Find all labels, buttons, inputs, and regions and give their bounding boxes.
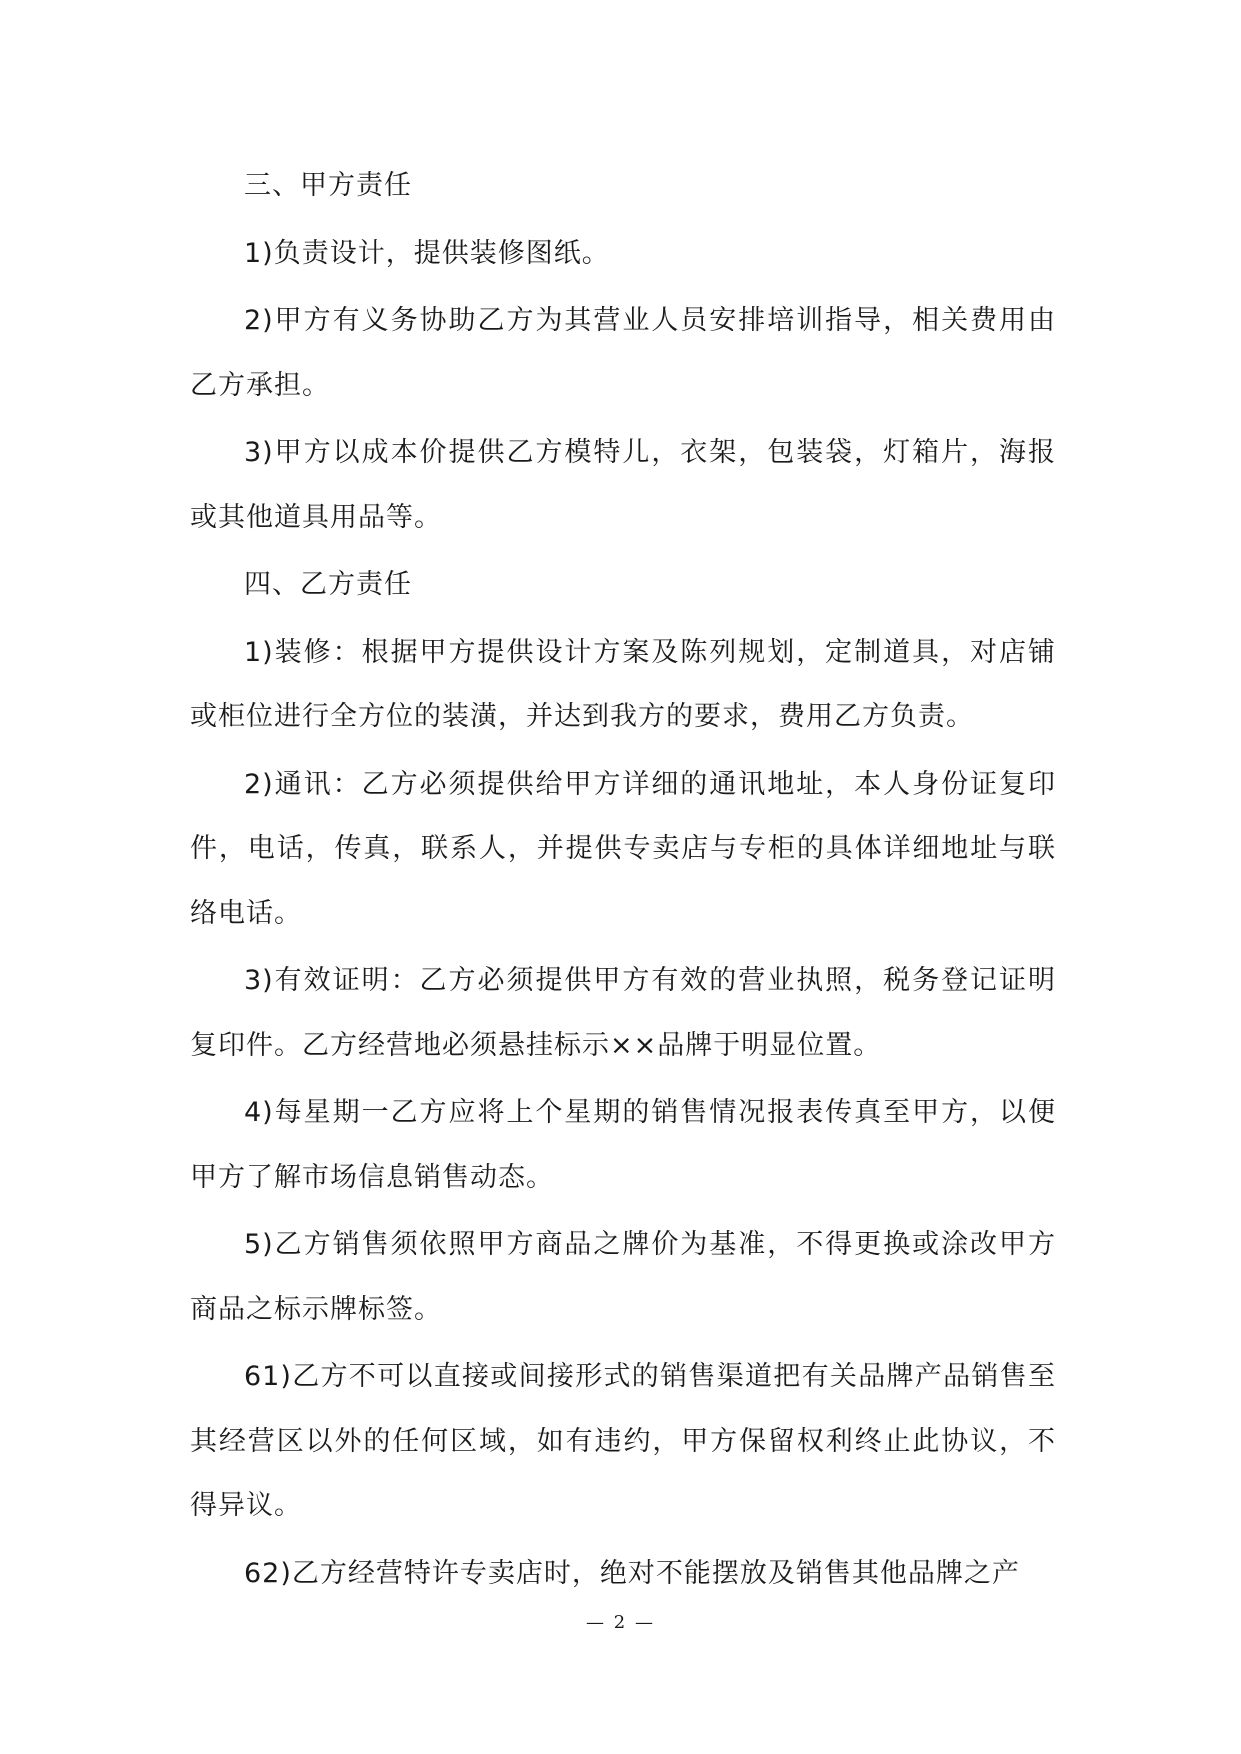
section-heading-party-b: 四、乙方责任 — [244, 569, 412, 600]
paragraph-b2: 2)通讯：乙方必须提供给甲方详细的通讯地址，本人身份证复印件，电话，传真，联系人，并提供专卖店与专柜的具体详细地址与联络电话。 — [190, 768, 1056, 929]
document-body — [190, 154, 1056, 1609]
paragraph-a2: 2)甲方有义务协助乙方为其营业人员安排培训指导，相关费用由乙方承担。 — [190, 305, 1056, 401]
page-number: — 2 — — [586, 1612, 655, 1633]
paragraph-b3: 3)有效证明：乙方必须提供甲方有效的营业执照，税务登记证明复印件。乙方经营地必须悬挂标示××品牌于明显位置。 — [190, 965, 1056, 1061]
paragraph-b62: 62)乙方经营特许专卖店时，绝对不能摆放及销售其他品牌之产 — [244, 1557, 1020, 1589]
section-heading-party-a: 三、甲方责任 — [244, 170, 412, 201]
paragraph-b5: 5)乙方销售须依照甲方商品之牌价为基准，不得更换或涂改甲方商品之标示牌标签。 — [190, 1229, 1056, 1325]
paragraph-a1: 1)负责设计，提供装修图纸。 — [244, 237, 610, 269]
paragraph-b4: 4)每星期一乙方应将上个星期的销售情况报表传真至甲方，以便甲方了解市场信息销售动态。 — [190, 1097, 1056, 1193]
paragraph-b1: 1)装修：根据甲方提供设计方案及陈列规划，定制道具，对店铺或柜位进行全方位的装潢，并达到我方的要求，费用乙方负责。 — [190, 636, 1056, 732]
paragraph-a3: 3)甲方以成本价提供乙方模特儿，衣架，包装袋，灯箱片，海报或其他道具用品等。 — [190, 437, 1056, 533]
paragraph-b61: 61)乙方不可以直接或间接形式的销售渠道把有关品牌产品销售至其经营区以外的任何区域，如有违约，甲方保留权利终止此协议，不得异议。 — [190, 1361, 1056, 1521]
